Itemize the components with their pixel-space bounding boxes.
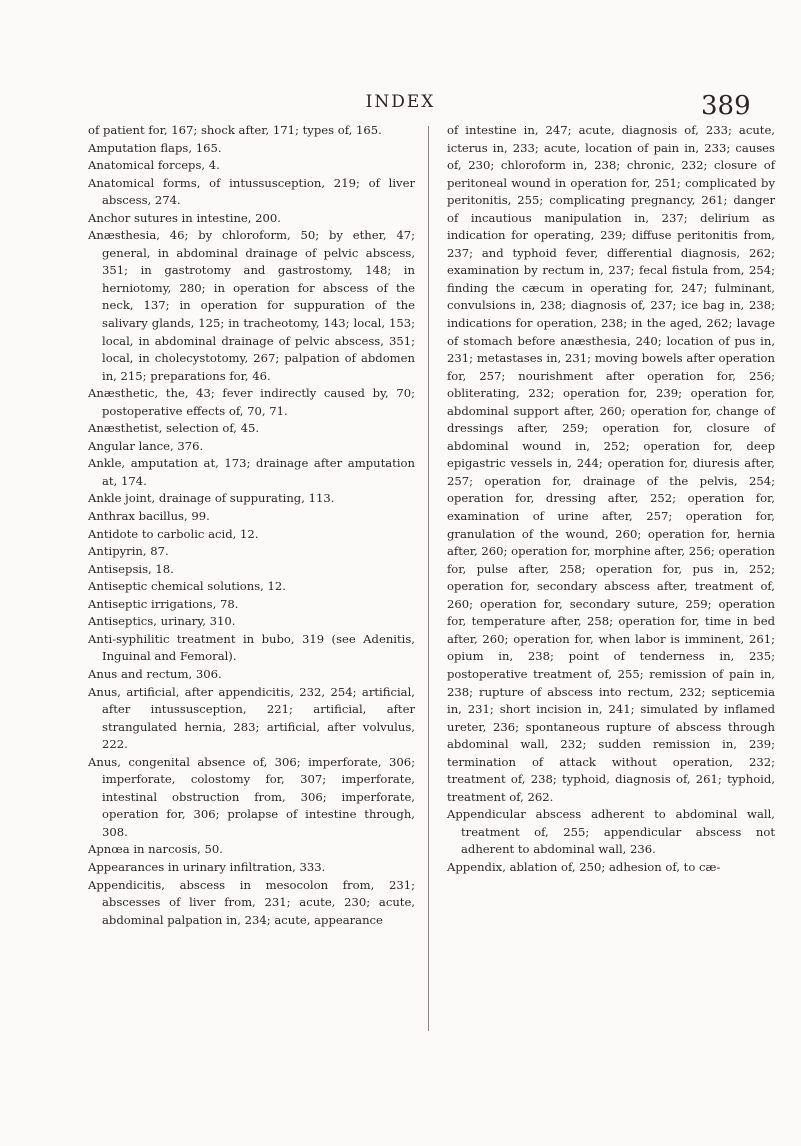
index-entry: Angular lance, 376. [88, 438, 204, 453]
running-head: INDEX [365, 92, 436, 112]
index-entry: Appendicular abscess adherent to abdominal wall, treatment of, 255; appendicular abscess not adherent to abdominal wall, 236. [447, 807, 775, 857]
index-entry: Antiseptics, urinary, 310. [88, 614, 236, 629]
index-entry: Appendix, ablation of, 250; adhesion of, to cæ- [447, 859, 721, 874]
index-entry: Antipyrin, 87. [88, 544, 169, 559]
index-entry: Anus, artificial, after appendicitis, 232, 254; artificial, after intussusception, 221; artificial, after strangulated hernia, 283; artificial, after volvulus, 222. [88, 684, 415, 752]
index-entry: Ankle, amputation at, 173; drainage after amputation at, 174. [88, 456, 415, 488]
index-entry: Anthrax bacillus, 99. [88, 509, 210, 524]
page-number: 389 [701, 91, 751, 121]
index-entry: Apnœa in narcosis, 50. [88, 842, 223, 857]
index-entry: Anus and rectum, 306. [88, 666, 222, 681]
index-entry: Anti-syphilitic treatment in bubo, 319 (see Adenitis, Inguinal and Femoral). [88, 631, 415, 664]
index-entry: Antiseptic irrigations, 78. [88, 596, 239, 611]
index-entry: Antiseptic chemical solutions, 12. [88, 579, 286, 594]
index-entry: Anus, congenital absence of, 306; imperforate, 306; imperforate, colostomy for, 307; imperforate, intestinal obstruction from, 306; imperforate, operation for, 306; prolapse of intestine through, 308. [88, 754, 415, 839]
index-entry: Anatomical forms, of intussusception, 219; of liver abscess, 274. [88, 175, 415, 208]
column-divider [428, 126, 429, 1031]
index-entry: Appendicitis, abscess in mesocolon from, 231; abscesses of liver from, 231; acute, 230; acute, abdominal palpation in, 234; acute, appearance [88, 877, 415, 927]
index-entry: Anæsthetist, selection of, 45. [88, 421, 260, 436]
index-entry: Ankle joint, drainage of suppurating, 113. [88, 491, 335, 506]
left-index-column [88, 122, 415, 929]
index-entry: of intestine in, 247; acute, diagnosis of, 233; acute, icterus in, 233; acute, location of pain in, 233; causes of, 230; chloroform in, 238; chronic, 232; closure of peritoneal wound in operation for, 251; complicated by peritonitis, 255; complicating pregnancy, 261; danger of incautious manipulation in, 237; delirium as indication for operating, 239; diffuse peritonitis from, 237; and typhoid fever, differential diagnosis, 262; examination by rectum in, 237; fecal fistula from, 254; finding the cæcum in operating for, 247; fulminant, convulsions in, 238; diagnosis of, 237; ice bag in, 238; indications for operation, 238; in the aged, 262; lavage of stomach before anæsthesia, 240; location of pus in, 231; metastases in, 231; moving bowels after operation for, 257; nourishment after operation for, 256; obliterating, 232; operation for, 239; operation for, abdominal support after, 260; operation for, change of dressings after, 259; operation for, closure of abdominal wound in, 252; operation for, deep epigastric vessels in, 244; operation for, diuresis after, 257; operation for, drainage of the pelvis, 254; operation for, dressing after, 252; operation for, examination of urine after, 257; operation for, granulation of the wound, 260; operation for, hernia after, 260; operation for, morphine after, 256; operation for, pulse after, 258; operation for, pus in, 252; operation for, secondary abscess after, treatment of, 260; operation for, secondary suture, 259; operation for, temperature after, 258; operation for, time in bed after, 260; operation for, when labor is imminent, 261; opium in, 238; point of tenderness in, 235; postoperative treatment of, 255; remission of pain in, 238; rupture of abscess into rectum, 232; septicemia in, 231; short incision in, 241; simulated by inflamed ureter, 236; spontaneous rupture of abscess through abdominal wall, 232; sudden remission in, 239; termination of attack without operation, 232; treatment of, 238; typhoid, diagnosis of, 261; typhoid, treatment of, 262. [447, 123, 775, 804]
index-entry: Antisepsis, 18. [88, 561, 174, 576]
index-entry: Anatomical forceps, 4. [88, 158, 220, 173]
index-entry: Antidote to carbolic acid, 12. [88, 526, 259, 541]
right-index-column [447, 122, 775, 877]
index-entry: Anæsthesia, 46; by chloroform, 50; by ether, 47; general, in abdominal drainage of pelvic abscess, 351; in gastrotomy and gastrostomy, 148; in herniotomy, 280; in operation for abscess of the neck, 137; in operation for suppuration of the salivary glands, 125; in tracheotomy, 143; local, 153; local, in abdominal drainage of pelvic abscess, 351; local, in cholecystotomy, 267; palpation of abdomen in, 215; preparations for, 46. [88, 228, 415, 383]
index-entry: Amputation flaps, 165. [88, 140, 222, 155]
index-entry: of patient for, 167; shock after, 171; types of, 165. [88, 123, 382, 137]
index-entry: Anchor sutures in intestine, 200. [88, 210, 281, 225]
index-entry: Appearances in urinary infiltration, 333. [88, 859, 326, 874]
index-entry: Anæsthetic, the, 43; fever indirectly caused by, 70; postoperative effects of, 70, 71. [88, 386, 415, 418]
